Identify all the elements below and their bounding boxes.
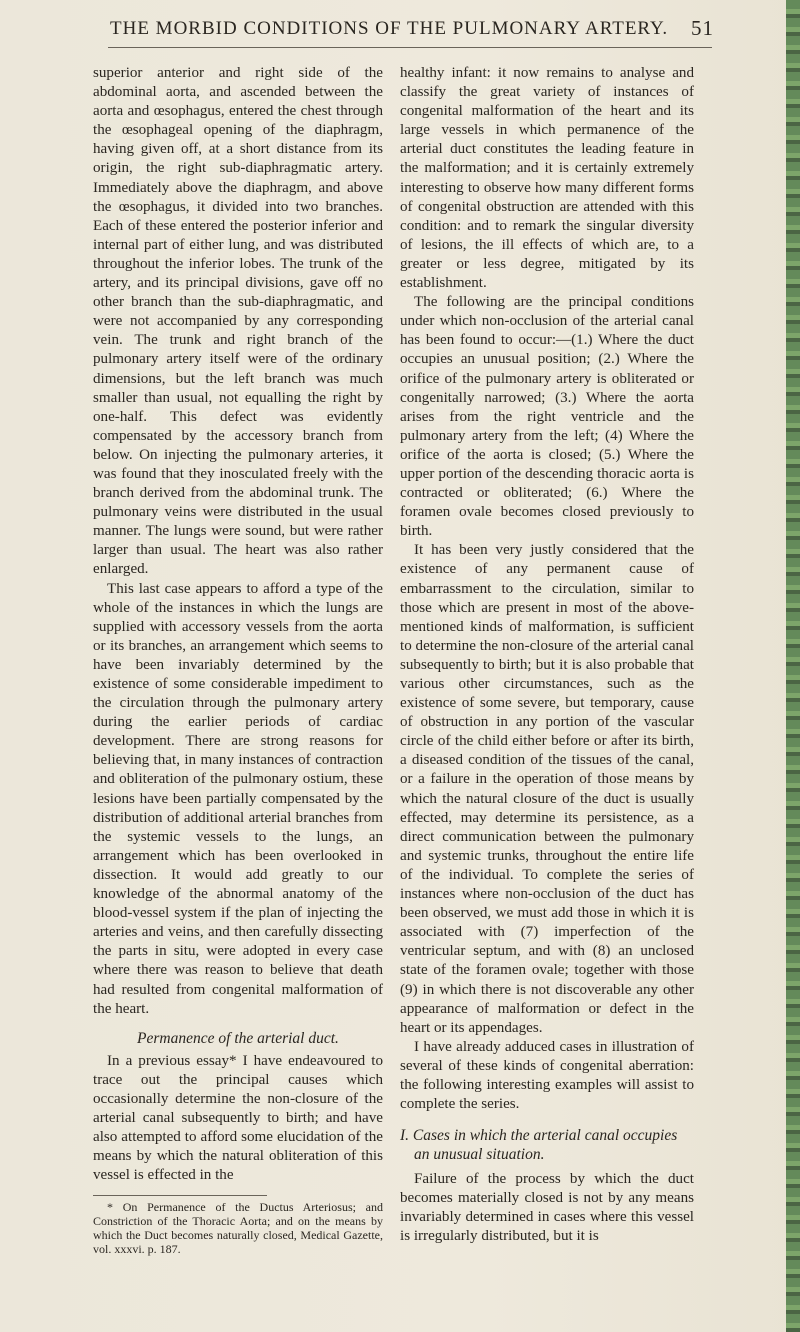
running-title: THE MORBID CONDITIONS OF THE PULMONARY ARTERY.	[110, 18, 669, 39]
section-heading-arterial-duct: Permanence of the arterial duct.	[137, 1029, 339, 1047]
right-paragraph-3: It has been very justly considered that the existence of any permanent cause of embarrassment to the circulation, similar to those which are present in most of the above-mentioned kinds of malformation, is sufficient to determine the non-closure of the arterial canal subsequently to birth; but it is also probable that various other circumstances, such as the existence of some severe, but temporary, cause of obstruction in any portion of the vascular circle of the child either before or after its birth, a diseased condition of the tissues of the canal, or a failure in the operation of those means by which the natural closure of the duct is usually effected, may determine its persistence, as a direct communication between the pulmonary and systemic trunks, throughout the entire life of the individual. To complete the series of instances where non-occlusion of the duct has been observed, we must add those in which it is associated with (7) imperfection of the ventricular septum, and with (8) an unclosed state of the foramen ovale; together with those (9) in which there is not discoverable any other appearance of malformation or defect in the heart or its appendages.	[400, 542, 694, 1036]
left-column	[93, 64, 383, 1256]
right-column	[400, 64, 694, 1247]
right-paragraph-1: healthy infant: it now remains to analyse and classify the great variety of instances of congenital malformation of the heart and its large vessels in which permanence of the arterial duct constitutes the leading feature in the malformation; and it is certainly extremely interesting to observe how many different forms of congenital obstruction are attended with this condition: and to remark the singular diversity of lesions, the ill effects of which are, to a greater or less degree, mitigated by its establishment.	[400, 65, 694, 292]
right-paragraph-4: I have already adduced cases in illustration of several of these kinds of congenital aberration: the following interesting examples will assist to complete the series.	[400, 1038, 694, 1113]
page-number: 51	[691, 16, 714, 40]
section-heading-cases: I. Cases in which the arterial canal occupies an unusual situation.	[400, 1127, 678, 1164]
left-paragraph-3: In a previous essay* I have endeavoured to trace out the principal causes which occasionally determine the non-closure of the arterial canal subsequently to birth; and have also attempted to afford some elucidation of the means by which the natural obliteration of this vessel is effected in the	[93, 1052, 383, 1184]
footnote: * On Permanence of the Ductus Arteriosus; and Constriction of the Thoracic Aorta; and on the means by which the Duct becomes naturally closed, Medical Gazette, vol. xxxvi. p. 187.	[93, 1200, 383, 1257]
page-edge-binding	[786, 0, 800, 1332]
running-header	[78, 16, 714, 46]
left-paragraph-2: This last case appears to afford a type of the whole of the instances in which the lungs are supplied with accessory vessels from the aorta or its branches, an arrangement which seems to have been invariably determined by the existence of some considerable impediment to the circulation through the pulmonary artery during the earlier periods of cardiac development. There are strong reasons for believing that, in many instances of contraction and obliteration of the pulmonary ostium, these lesions have been partially compensated by the distribution of additional arterial branches from the systemic vessels to the lungs, an arrangement which has been overlooked in dissection. It would add greatly to our knowledge of the abnormal anatomy of the blood-vessel system if the plan of injecting the arteries and veins, and then carefully dissecting the parts in situ, were adopted in every case where there was reason to believe that death had resulted from congenital malformation of the heart.	[93, 580, 383, 1017]
right-paragraph-5: Failure of the process by which the duct becomes materially closed is not by any means invariably determined in cases where this vessel is irregularly distributed, but it is	[400, 1171, 694, 1245]
left-paragraph-1: superior anterior and right side of the abdominal aorta, and ascended between the aorta and œsophagus, entered the chest through the œsophageal opening of the diaphragm, having given off, at a short distance from its origin, the right sub-diaphragmatic artery. Immediately above the diaphragm, and above the œsophagus, it divided into two branches. Each of these entered the posterior inferior and internal part of either lung, and was distributed throughout the inferior lobes. The trunk of the artery, and its principal divisions, gave off no other branch than the sub-diaphragmatic, and were not accompanied by any corresponding vein. The trunk and right branch of the pulmonary artery itself were of the ordinary dimensions, but the left branch was much smaller than usual, not equalling the right by one-half. This defect was evidently compensated by the accessory branch from below. On injecting the pulmonary arteries, it was found that they inosculated freely with the branch derived from the abdominal trunk. The pulmonary veins were distributed in the usual manner. The lungs were sound, but were rather larger than usual. The heart was also rather enlarged.	[93, 65, 383, 578]
header-rule	[108, 47, 712, 48]
right-paragraph-2: The following are the principal conditions under which non-occlusion of the arterial canal has been found to occur:—(1.) Where the duct occupies an unusual position; (2.) Where the orifice of the pulmonary artery is obliterated or congenitally narrowed; (3.) Where the aorta arises from the right ventricle and the pulmonary artery from the left; (4) Where the orifice of the aorta is closed; (5.) Where the upper portion of the descending thoracic aorta is contracted or obliterated; (6.) Where the foramen ovale becomes closed previously to birth.	[400, 294, 694, 540]
